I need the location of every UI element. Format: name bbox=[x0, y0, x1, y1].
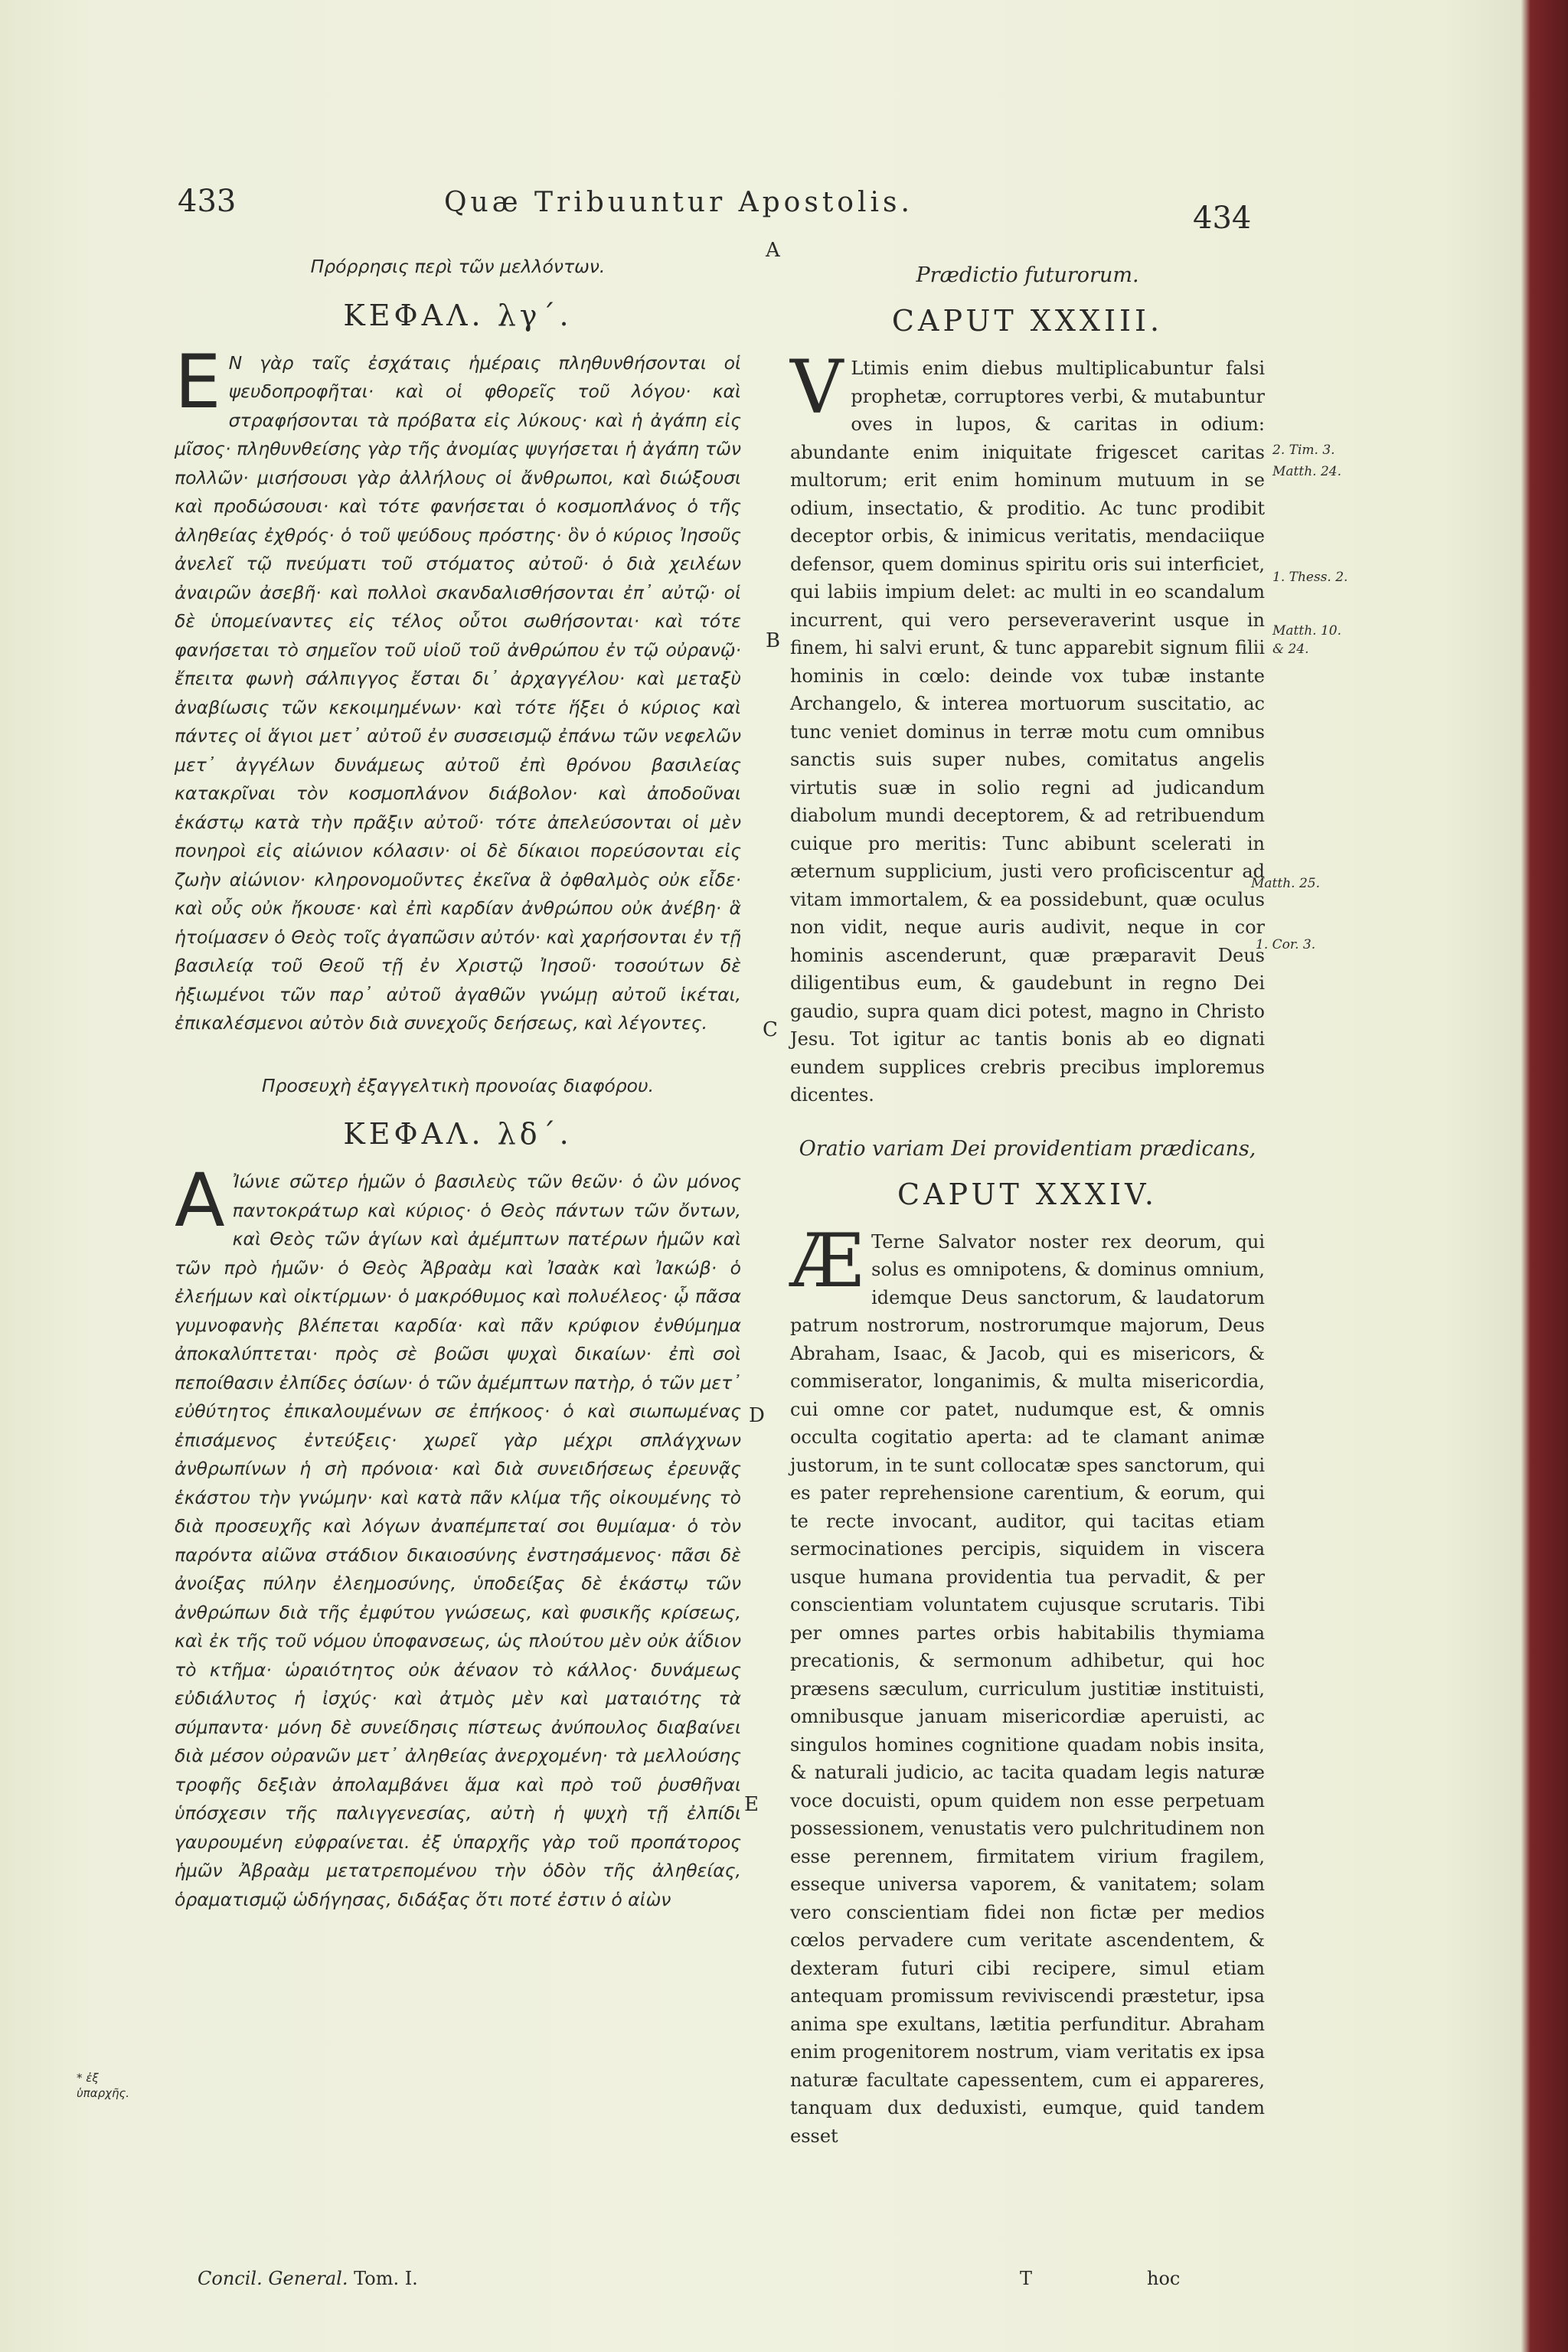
margin-letter-a: A bbox=[766, 239, 780, 262]
running-head: Quæ Tribuuntur Apostolis. bbox=[444, 187, 913, 218]
latin-ch34-subtitle: Oratio variam Dei providentiam prædicans, bbox=[799, 1136, 1256, 1161]
margin-letter-c: C bbox=[763, 1018, 778, 1041]
margin-ref-matth10: Matth. 10. bbox=[1272, 623, 1341, 639]
margin-letter-e: E bbox=[744, 1793, 759, 1816]
footer-signature-line bbox=[198, 2268, 418, 2289]
greek-ch33-subtitle: Πρόρρησις περὶ τῶν μελλόντων. bbox=[310, 256, 606, 277]
margin-ref-2tim: 2. Tim. 3. bbox=[1272, 443, 1335, 458]
margin-greek-note: * ἐξ ὑπαρχῆς. bbox=[77, 2071, 130, 2100]
margin-ref-matth24: Matth. 24. bbox=[1272, 464, 1341, 479]
latin-ch34-initial: Æ bbox=[790, 1217, 864, 1304]
greek-ch33-heading: ΚΕΦΑΛ. λγ΄. bbox=[343, 298, 573, 332]
greek-ch34-initial: A bbox=[175, 1158, 225, 1243]
page-number-left: 433 bbox=[178, 184, 237, 219]
latin-ch33-heading: CAPUT XXXIII. bbox=[891, 304, 1164, 338]
greek-ch34-text bbox=[175, 1158, 741, 1914]
greek-ch34-body: Ἰώνιε σῶτερ ἡμῶν ὁ βασιλεὺς τῶν θεῶν· ὁ ὢν μόνος παντοκράτωρ καὶ κύριος· ὁ Θεὸς πάντων τῶν ὄντων, καὶ Θεὸς τῶν ἁγίων καὶ ἀμέμπτων πατέρων ἡμῶν καὶ τῶν πρὸ ἡμῶν· ὁ Θεὸς Ἀβραὰμ καὶ Ἰσαὰκ καὶ Ἰακώβ· ὁ ἐλεήμων καὶ οἰκτίρμων· ὁ μακρόθυμος καὶ πολυέλεος· ᾧ πᾶσα γυμνοφανὴς βλέπεται καρδία· καὶ πᾶν κρύφιον ἐνθύμημα ἀποκαλύπτεται· πρὸς σὲ βοῶσι ψυχαὶ δικαίων· ἐπὶ σοὶ πεποίθασιν ἐλπίδες ὁσίων· ὁ τῶν ἀμέμπτων πατὴρ, ὁ τῶν μετ᾽ εὐθύτητος ἐπικαλουμένων σε ἐπήκοος· ὁ καὶ σιωπωμένας ἐπισάμενος ἐντεύξεις· χωρεῖ γὰρ μέχρι σπλάγχνων ἀνθρωπίνων ἡ σὴ πρόνοια· καὶ διὰ συνειδήσεως ἐρευνᾷς ἑκάστου τὴν γνώμην· καὶ κατὰ πᾶν κλίμα τῆς οἰκουμένης τὸ διὰ προσευχῆς καὶ λόγων ἀναπέμπεταί σοι θυμίαμα· ὁ τὸν παρόντα αἰῶνα στάδιον δικαιοσύνης ἐνστησάμενος· πᾶσι δὲ ἀνοίξας πύλην ἐλεημοσύνης, ὑποδείξας δὲ ἑκάστῳ τῶν ἀνθρώπων διὰ τῆς ἐμφύτου γνώσεως, καὶ φυσικῆς κρίσεως, καὶ ἐκ τῆς τοῦ νόμου ὑποφανσεως, ὡς πλούτου μὲν οὐκ ἀΐδιον τὸ κτῆμα· ὡραιότητος οὐκ ἀέναον τὸ κάλλος· δυνάμεως εὐδιάλυτος ἡ ἰσχύς· καὶ ἀτμὸς μὲν καὶ ματαιότης τὰ σύμπαντα· μόνη δὲ συνείδησις πίστεως ἀνύπουλος διαβαίνει διὰ μέσον οὐρανῶν μετ᾽ ἀληθείας ἀνερχομένη· τὰ μελλούσης τροφῆς δεξιὰν ἀπολαμβάνει ἅμα καὶ πρὸ τοῦ ῥυσθῆναι ὑπόσχεσιν τῆς παλιγγενεσίας, αὐτὴ ἡ ψυχὴ τῇ ἐλπίδι γαυρουμένη εὐφραίνεται. ἐξ ὑπαρχῆς γὰρ τοῦ προπάτορος ἡμῶν Ἀβραὰμ μετατρεπομένου τὴν ὁδὸν τῆς ἀληθείας, ὁραματισμῷ ὡδήγησας, διδάξας ὅτι ποτέ ἐστιν ὁ αἰὼν bbox=[175, 1171, 741, 1910]
latin-ch34-body: Terne Salvator noster rex deorum, qui solus es omnipotens, & dominus omnium, idemque Deus sanctorum, & laudatorum patrum nostrorum, nostrorumque majorum, Deus Abraham, Isaac, & Jacob, qui es misericors, & commiserator, longanimis, & multa misericordia, cui omne cor patet, nudumque est, & omnis occulta cogitatio aperta: ad te clamant animæ justorum, in te sunt collocatæ spes sanctorum, qui es pater reprehensione carentium, & eorum, qui te recte invocant, auditor, qui tacitas etiam sermocinationes percipis, siquidem in viscera usque humana providentia tua pervadit, & per conscientiam voluntatem cujusque scrutaris. Tibi per omnes partes orbis habitabilis thymiama precationis, & sermonum adhibetur, qui hoc præsens sæculum, curriculum justitiæ instituisti, omnibusque januam misericordiæ aperuisti, ac singulos homines cognitione quadam nobis insita, & naturali judicio, ac tacita quadam legis naturæ voce docuisti, opum quidem non esse perpetuam possessionem, venustatis vero pulchritudinem non esse perennem, firmitatem virium fragilem, esseque universa vaporem, & vanitatem; solam vero conscientiam fidei non fictæ per medios cœlos pervadere cum veritate ascendentem, & dexteram futuri cibi recipere, simul etiam antequam promissum reviviscendi præstetur, ipsa anima spe exultans, lætitia perfunditur. Abraham enim progenitorem nostrum, viam veritatis ex ipsa naturæ facultate capessentem, cum ei appareres, tanquam dux deduxisti, eumque, quid tandem esset bbox=[790, 1230, 1265, 2147]
latin-ch33-body: Ltimis enim diebus multiplicabuntur falsi prophetæ, corruptores verbi, & mutabuntur oves in lupos, & caritas in odium: abundante enim iniquitate frigescet caritas multorum; erit enim hominum mutuum in se odium, insectatio, & proditio. Ac tunc prodibit deceptor orbis, & inimicus veritatis, mendaciique defensor, quem dominus spiritu oris sui interficiet, qui labiis impium delet: ac multi in eo scandalum incurrent, qui vero perseveraverint usque in finem, hi salvi erunt, & tunc apparebit signum filii hominis in cœlo: deinde vox tubæ instante Archangelo, & interea mortuorum suscitatio, ac tunc veniet dominus in terræ motu cum omnibus sanctis suis super nubes, comitatus angelis virtutis suæ in solio regni ad judicandum diabolum mundi deceptorem, & ad retribuendum cuique pro meritis: Tunc abibunt scelerati in æternum supplicium, justi vero proficiscentur ad vitam immortalem, & ea possidebunt, quæ oculus non vidit, neque auris audivit, neque in cor hominis ascenderunt, quæ præparavit Deus diligentibus eum, & gaudebunt in regno Dei gaudio, supra quam dici potest, magno in Christo Jesu. Tot igitur ac tantis bonis ab eo dignati eundem supplices crebris precibus imploremus dicentes. bbox=[790, 358, 1265, 1106]
margin-ref-1thess: 1. Thess. 2. bbox=[1272, 570, 1348, 585]
greek-ch33-initial: E bbox=[175, 338, 221, 425]
latin-ch33-initial: V bbox=[790, 345, 844, 430]
margin-ref-1cor: 1. Cor. 3. bbox=[1256, 937, 1316, 952]
catchword: hoc bbox=[1147, 2268, 1181, 2289]
greek-ch33-text bbox=[175, 338, 741, 1038]
margin-ref-matth25: Matth. 25. bbox=[1251, 876, 1320, 891]
gathering-signature: T bbox=[1020, 2268, 1033, 2289]
latin-ch34-text bbox=[790, 1217, 1265, 2151]
greek-column bbox=[175, 253, 741, 1914]
footer-concil: Concil. General. bbox=[198, 2268, 348, 2289]
margin-letter-b: B bbox=[766, 629, 781, 652]
greek-ch33-body: Ν γὰρ ταῖς ἐσχάταις ἡμέραις πληθυνθήσονται οἱ ψευδοπροφῆται· καὶ οἱ φθορεῖς τοῦ λόγου· καὶ στραφήσονται τὰ πρόβατα εἰς λύκους· καὶ ἡ ἀγάπη εἰς μῖσος· πληθυνθείσης γὰρ τῆς ἀνομίας ψυγήσεται ἡ ἀγάπη τῶν πολλῶν· μισήσουσι γὰρ ἀλλήλους οἱ ἄνθρωποι, καὶ διώξουσι καὶ προδώσουσι· καὶ τότε φανήσεται ὁ κοσμοπλάνος ὁ τῆς ἀληθείας ἐχθρός· ὁ τοῦ ψεύδους πρόστης· ὃν ὁ κύριος Ἰησοῦς ἀνελεῖ τῷ πνεύματι τοῦ στόματος αὐτοῦ· ὁ διὰ χειλέων ἀναιρῶν ἀσεβῆ· καὶ πολλοὶ σκανδαλισθήσονται ἐπ᾽ αὐτῷ· οἱ δὲ ὑπομείναντες εἰς τέλος οὗτοι σωθήσονται· καὶ τότε φανήσεται τὸ σημεῖον τοῦ υἱοῦ τοῦ ἀνθρώπου ἐν τῷ οὐρανῷ· ἔπειτα φωνὴ σάλπιγγος ἔσται δι᾽ ἀρχαγγέλου· καὶ μεταξὺ ἀναβίωσις τῶν κεκοιμημένων· καὶ τότε ἥξει ὁ κύριος καὶ πάντες οἱ ἅγιοι μετ᾽ αὐτοῦ ἐν συσσεισμῷ ἐπάνω τῶν νεφελῶν μετ᾽ ἀγγέλων δυνάμεως αὐτοῦ ἐπὶ θρόνου βασιλείας κατακρῖναι τὸν κοσμοπλάνον διάβολον· καὶ ἀποδοῦναι ἑκάστῳ κατὰ τὴν πρᾶξιν αὐτοῦ· τότε ἀπελεύσονται οἱ μὲν πονηροὶ εἰς αἰώνιον κόλασιν· οἱ δὲ δίκαιοι πορεύσονται εἰς ζωὴν αἰώνιον· κληρονομοῦντες ἐκεῖνα ἃ ὀφθαλμὸς οὐκ εἶδε· καὶ οὖς οὐκ ἤκουσε· καὶ ἐπὶ καρδίαν ἀνθρώπου οὐκ ἀνέβη· ἃ ἡτοίμασεν ὁ Θεὸς τοῖς ἀγαπῶσιν αὐτόν· καὶ χαρήσονται ἐν τῇ βασιλείᾳ τοῦ Θεοῦ τῇ ἐν Χριστῷ Ἰησοῦ· τοσούτων δὲ ἠξιωμένοι τῶν παρ᾽ αὐτοῦ ἀγαθῶν γνώμῃ αὐτοῦ ἱκέται, ἐπικαλέσμενοι αὐτὸν διὰ συνεχοῦς δεήσεως, καὶ λέγοντες. bbox=[175, 351, 741, 1034]
latin-column bbox=[790, 253, 1265, 2150]
page-number-right: 434 bbox=[1193, 201, 1252, 236]
greek-ch34-heading: ΚΕΦΑΛ. λδ΄. bbox=[343, 1117, 573, 1151]
latin-ch33-text bbox=[790, 345, 1265, 1109]
footer-tom: Tom. I. bbox=[354, 2268, 418, 2289]
latin-ch33-subtitle: Prædictio futurorum. bbox=[916, 263, 1139, 287]
margin-ref-and24: & 24. bbox=[1272, 642, 1309, 657]
greek-ch34-subtitle: Προσευχὴ ἐξαγγελτικὴ προνοίας διαφόρου. bbox=[261, 1074, 655, 1096]
latin-ch34-heading: CAPUT XXXIV. bbox=[897, 1177, 1158, 1211]
margin-letter-d: D bbox=[749, 1404, 765, 1427]
